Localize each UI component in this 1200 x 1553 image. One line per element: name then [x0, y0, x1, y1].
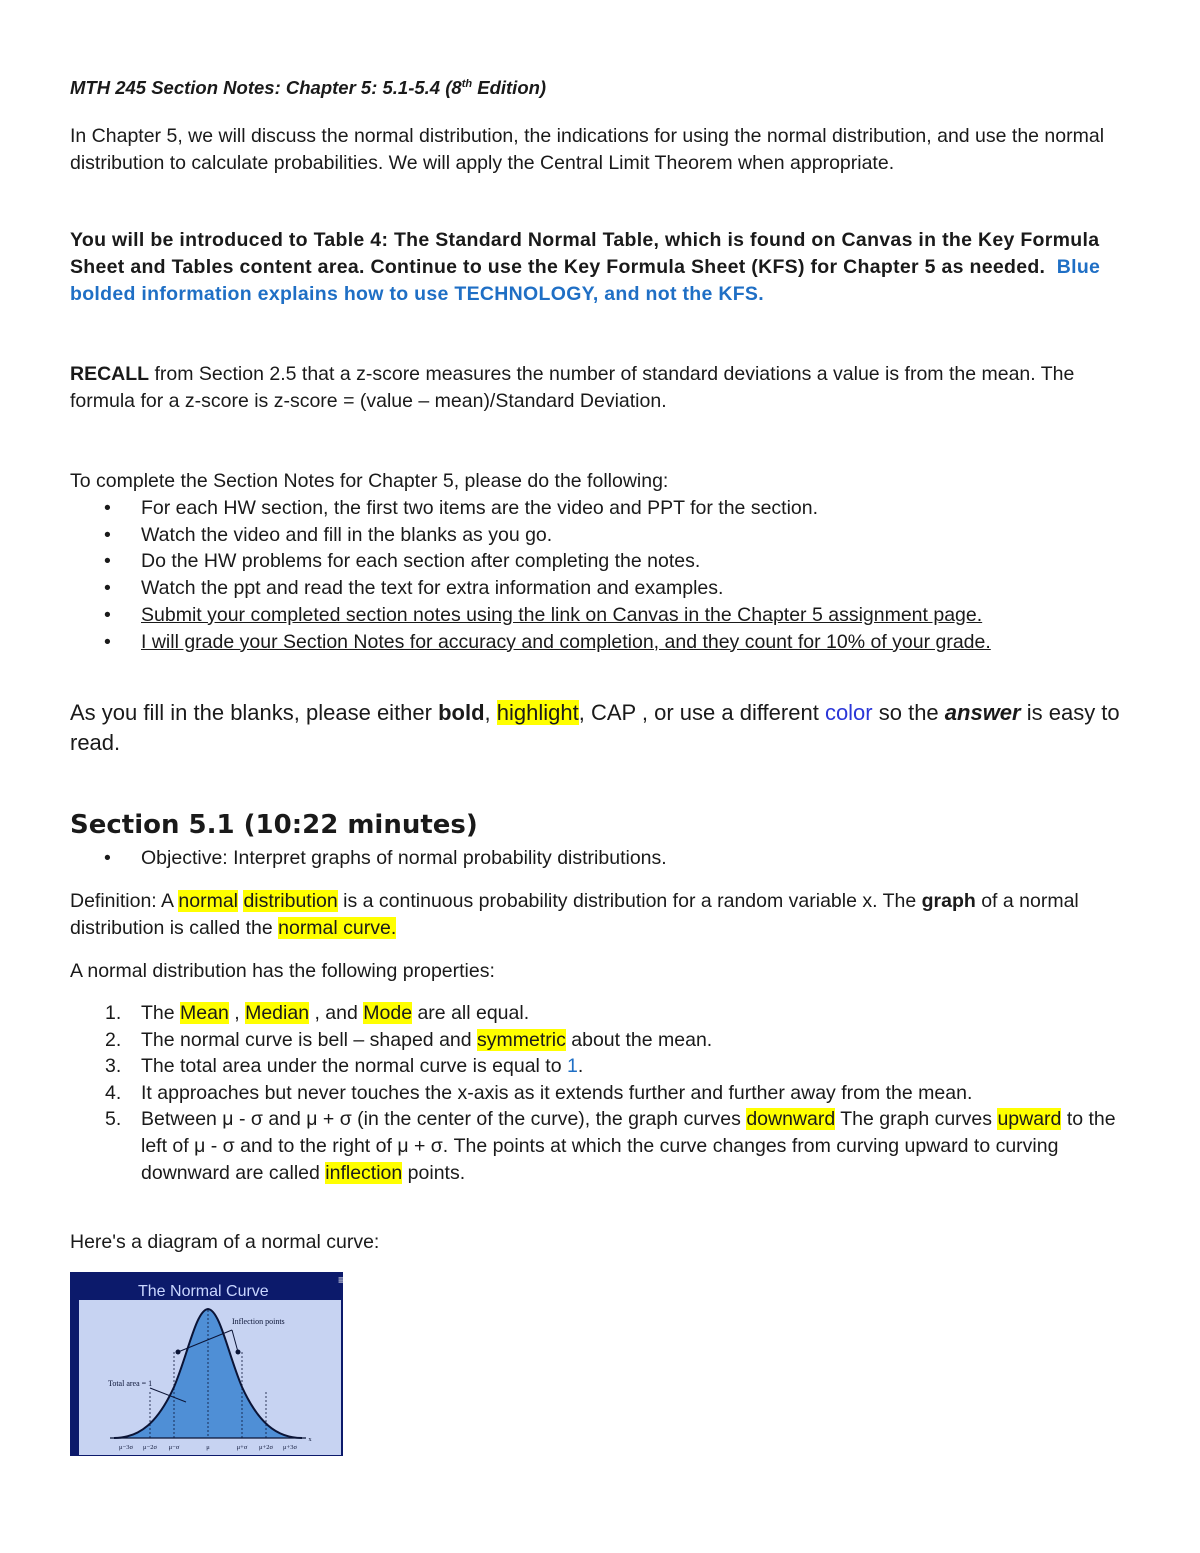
instruction-list — [70, 495, 1140, 655]
intro-paragraph: In Chapter 5, we will discuss the normal distribution, the indications for using the normal distribution, and use the normal distribution to calculate probabilities. We will apply the Central Limit Theorem when appropriate. — [70, 125, 1105, 174]
properties-list — [70, 1000, 1140, 1186]
fill-instructions: As you fill in the blanks, please either bold, highlight, CAP , or use a different color so the answer is easy to read. — [70, 700, 1120, 755]
normal-curve-svg — [70, 1272, 346, 1456]
list-item: • Watch the ppt and read the text for extra information and examples. — [70, 575, 1140, 602]
section-heading: Section 5.1 (10:22 minutes) — [70, 810, 478, 840]
definition-paragraph: Definition: A normal distribution is a continuous probability distribution for a random variable x. The graph of a normal distribution is called the normal curve. — [70, 890, 1079, 939]
completion-instructions — [70, 468, 1140, 655]
list-item: 2. The normal curve is bell – shaped and symmetric about the mean. — [105, 1028, 713, 1051]
list-item: 4. It approaches but never touches the x-axis as it extends further and further away from the mean. — [105, 1081, 973, 1104]
completion-intro: To complete the Section Notes for Chapter 5, please do the following: — [70, 470, 669, 492]
tick-label: μ−3σ — [119, 1444, 133, 1451]
list-item: • Do the HW problems for each section after completing the notes. — [70, 548, 1140, 575]
axis-label: x — [308, 1436, 312, 1443]
recall-paragraph: RECALL from Section 2.5 that a z-score measures the number of standard deviations a value is from the mean. The formula for a z-score is z-score = (value – mean)/Standard Deviation. — [70, 363, 1075, 412]
tick-label: μ — [206, 1444, 210, 1451]
inflection-label: Inflection points — [232, 1317, 285, 1326]
list-item: 1. The Mean , Median , and Mode are all equal. — [105, 1002, 530, 1024]
normal-curve-figure — [70, 1272, 346, 1456]
list-item: • Watch the video and fill in the blanks as you go. — [70, 522, 1140, 549]
objective-item: • Objective: Interpret graphs of normal probability distributions. — [70, 845, 1140, 872]
area-label: Total area = 1 — [108, 1379, 153, 1388]
properties-intro: A normal distribution has the following properties: — [70, 960, 495, 982]
tick-label: μ+3σ — [283, 1444, 297, 1451]
diagram-intro: Here's a diagram of a normal curve: — [70, 1231, 380, 1253]
document-title: MTH 245 Section Notes: Chapter 5: 5.1-5.4 (8th Edition) — [70, 77, 547, 99]
objective-list — [70, 845, 1140, 872]
tick-label: μ−σ — [168, 1444, 180, 1451]
tick-label: μ+2σ — [259, 1444, 273, 1451]
list-item: • For each HW section, the first two items are the video and PPT for the section. — [70, 495, 1140, 522]
list-item: • I will grade your Section Notes for accuracy and completion, and they count for 10% of your grade. — [70, 629, 1140, 656]
kfs-paragraph: You will be introduced to Table 4: The Standard Normal Table, which is found on Canvas in the Key Formula Sheet and Tables content area. Continue to use the Key Formula Sheet (KFS) for Chapter 5 as needed. Blue bolded information explains how to use TECHNOLOGY, and not the KFS. — [70, 229, 1101, 305]
menu-icon: ≡ — [338, 1273, 346, 1287]
tick-label: μ−2σ — [143, 1444, 157, 1451]
figure-title: The Normal Curve — [138, 1283, 269, 1300]
list-item: 3. The total area under the normal curve is equal to 1. — [105, 1055, 584, 1078]
technology-note: Blue bolded information explains how to use TECHNOLOGY, and not the KFS. — [70, 256, 1101, 305]
list-item: • Submit your completed section notes using the link on Canvas in the Chapter 5 assignment page. — [70, 602, 1140, 629]
list-item: 5. Between μ - σ and μ + σ (in the center of the curve), the graph curves downward The graph curves upward to the left of μ - σ and to the right of μ + σ. The points at which the curve changes from curving upward to curving downward are called inflection points. — [105, 1108, 1116, 1184]
tick-label: μ+σ — [236, 1444, 248, 1451]
